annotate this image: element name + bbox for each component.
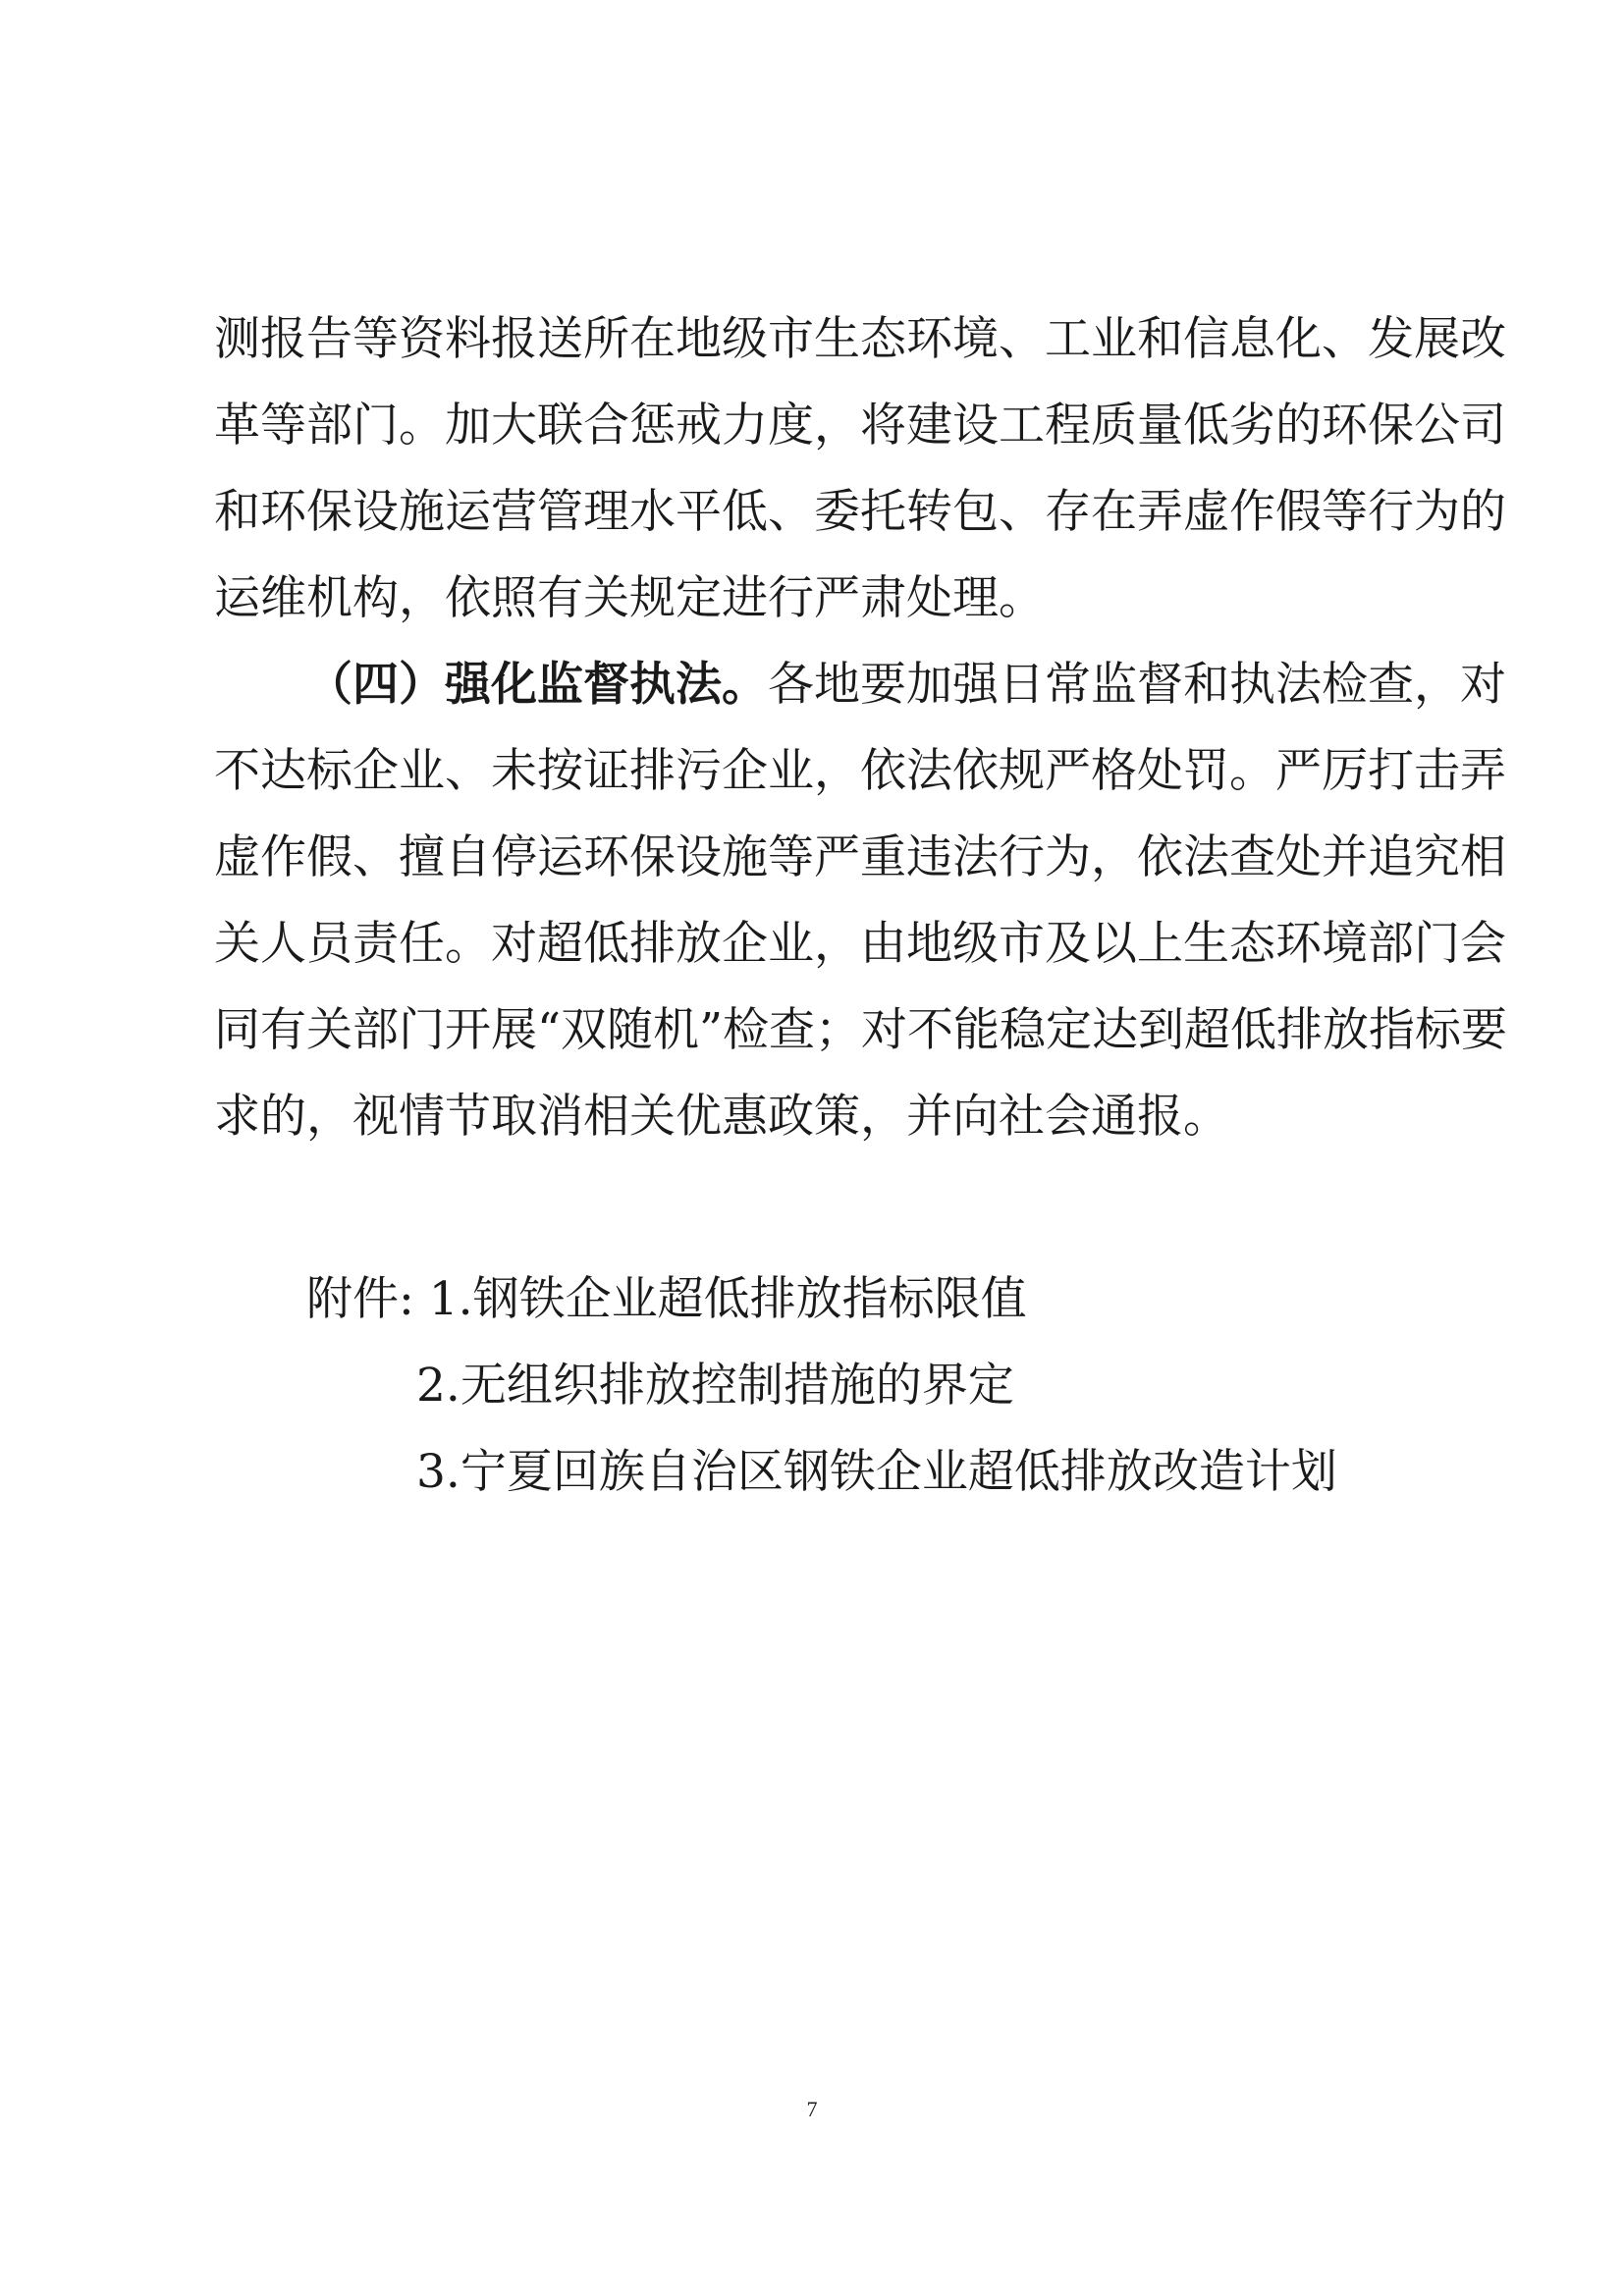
paragraph-line: 测报告等资料报送所在地级市生态环境、工业和信息化、发展改 bbox=[214, 312, 1506, 366]
attachments-list bbox=[306, 1256, 1386, 1516]
attachment-item bbox=[306, 1256, 1386, 1343]
paragraph-line: 求的，视情节取消相关优惠政策，并向社会通报。 bbox=[214, 1090, 1229, 1144]
attachments-label: 附件: bbox=[306, 1272, 429, 1326]
section-heading-rest: 各地要加强日常监督和执法检查，对 bbox=[768, 658, 1506, 712]
section-heading-line bbox=[214, 642, 1506, 728]
attachment-item: 2.无组织排放控制措施的界定 bbox=[416, 1359, 1014, 1413]
paragraph-line: 同有关部门开展“双随机”检查；对不能稳定达到超低排放指标要 bbox=[214, 1003, 1508, 1057]
paragraph-line: 关人员责任。对超低排放企业，由地级市及以上生态环境部门会 bbox=[214, 917, 1506, 971]
paragraph-line: 虚作假、擅自停运环保设施等严重违法行为，依法查处并追究相 bbox=[214, 830, 1506, 884]
attachment-item: 3.宁夏回族自治区钢铁企业超低排放改造计划 bbox=[416, 1445, 1337, 1499]
body-text bbox=[214, 296, 1508, 1160]
page-number: 7 bbox=[806, 2097, 818, 2121]
paragraph-line: 革等部门。加大联合惩戒力度，将建设工程质量低劣的环保公司 bbox=[214, 399, 1506, 453]
section-heading: （四）强化监督执法。 bbox=[306, 658, 768, 712]
paragraph-line: 不达标企业、未按证排污企业，依法依规严格处罚。严厉打击弄 bbox=[214, 744, 1506, 798]
paragraph-line: 和环保设施运营管理水平低、委托转包、存在弄虚作假等行为的 bbox=[214, 485, 1506, 539]
paragraph-line: 运维机构，依照有关规定进行严肃处理。 bbox=[214, 571, 1045, 625]
attachment-title: 1.钢铁企业超低排放指标限值 bbox=[428, 1272, 1027, 1326]
